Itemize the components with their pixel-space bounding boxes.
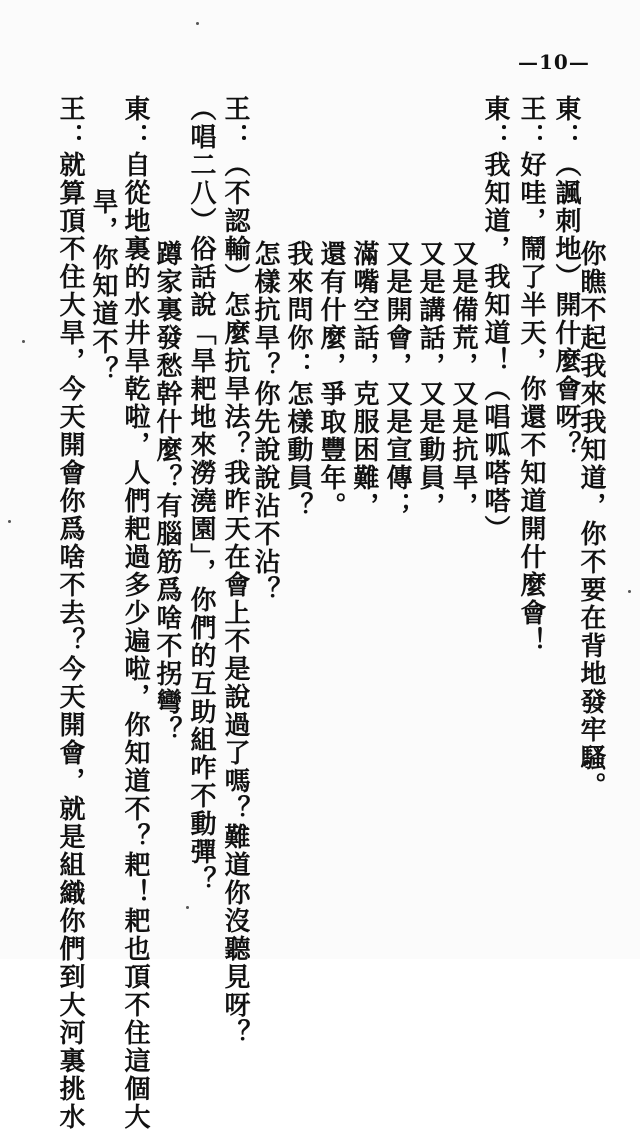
dialogue-text: （諷刺地）開什麼會呀？ bbox=[551, 151, 581, 459]
dialogue-text: 滿嘴空話，克服困難， bbox=[349, 240, 379, 520]
text-column-10 bbox=[283, 240, 313, 520]
dialogue-text: 你瞧不起我來我知道，你不要在背地發牢騷。 bbox=[576, 240, 606, 800]
page-number: —10— bbox=[518, 50, 590, 74]
dialogue-text: 自從地裏的水井旱乾啦，人們耙過多少遍啦，你知道不？耙！耙也頂不住這個大 bbox=[120, 151, 150, 1131]
speaker-label: 王： bbox=[516, 95, 546, 151]
text-column-2 bbox=[576, 240, 606, 800]
text-column-15 bbox=[120, 95, 150, 1131]
text-column-17 bbox=[55, 95, 85, 1131]
dialogue-text: 我來問你：怎樣動員？ bbox=[283, 240, 313, 520]
dialogue-text: （不認輸）怎麼抗旱法？我昨天在會上不是說過了嗎？難道你沒聽見呀？ bbox=[220, 151, 250, 1047]
text-column-7 bbox=[382, 240, 412, 520]
text-column-13 bbox=[186, 95, 216, 894]
dialogue-text: 好哇，鬧了半天，你還不知道開什麼會！ bbox=[516, 151, 546, 655]
dialogue-text: 又是講話，又是動員， bbox=[415, 240, 445, 520]
dialogue-text: 又是開會，又是宣傳； bbox=[382, 240, 412, 520]
scan-speck bbox=[22, 340, 25, 343]
speaker-label: 王： bbox=[220, 95, 250, 151]
dialogue-text: 我知道，我知道！（唱呱嗒嗒） bbox=[480, 151, 510, 543]
dialogue-text: 旱，你知道不？ bbox=[88, 188, 118, 384]
dialogue-text: 就算頂不住大旱，今天開會你爲啥不去？今天開會，就是組織你們到大河裏挑水 bbox=[55, 151, 85, 1131]
dialogue-text: （唱二八）俗話說「旱耙地來澇澆園」，你們的互助組咋不動彈？ bbox=[186, 95, 216, 894]
text-column-5 bbox=[448, 240, 478, 520]
text-column-8 bbox=[349, 240, 379, 520]
text-column-14 bbox=[152, 240, 182, 744]
dialogue-text: 又是備荒，又是抗旱， bbox=[448, 240, 478, 520]
text-column-11 bbox=[250, 240, 280, 604]
dialogue-text: 怎樣抗旱？你先說說沾不沾？ bbox=[250, 240, 280, 604]
text-column-16 bbox=[88, 188, 118, 384]
text-column-12 bbox=[220, 95, 250, 1047]
speaker-label: 東： bbox=[120, 95, 150, 151]
scan-speck bbox=[628, 590, 631, 593]
scan-speck bbox=[186, 906, 189, 909]
speaker-label: 王： bbox=[55, 95, 85, 151]
scan-speck bbox=[8, 520, 11, 523]
speaker-label: 東： bbox=[480, 95, 510, 151]
dialogue-text: 還有什麼，爭取豐年。 bbox=[316, 240, 346, 520]
scan-speck bbox=[196, 22, 199, 25]
dialogue-text: 蹲家裏發愁幹什麼？有腦筋爲啥不拐彎？ bbox=[152, 240, 182, 744]
text-column-3 bbox=[516, 95, 546, 655]
text-column-6 bbox=[415, 240, 445, 520]
speaker-label: 東： bbox=[551, 95, 581, 151]
text-column-9 bbox=[316, 240, 346, 520]
text-column-4 bbox=[480, 95, 510, 543]
